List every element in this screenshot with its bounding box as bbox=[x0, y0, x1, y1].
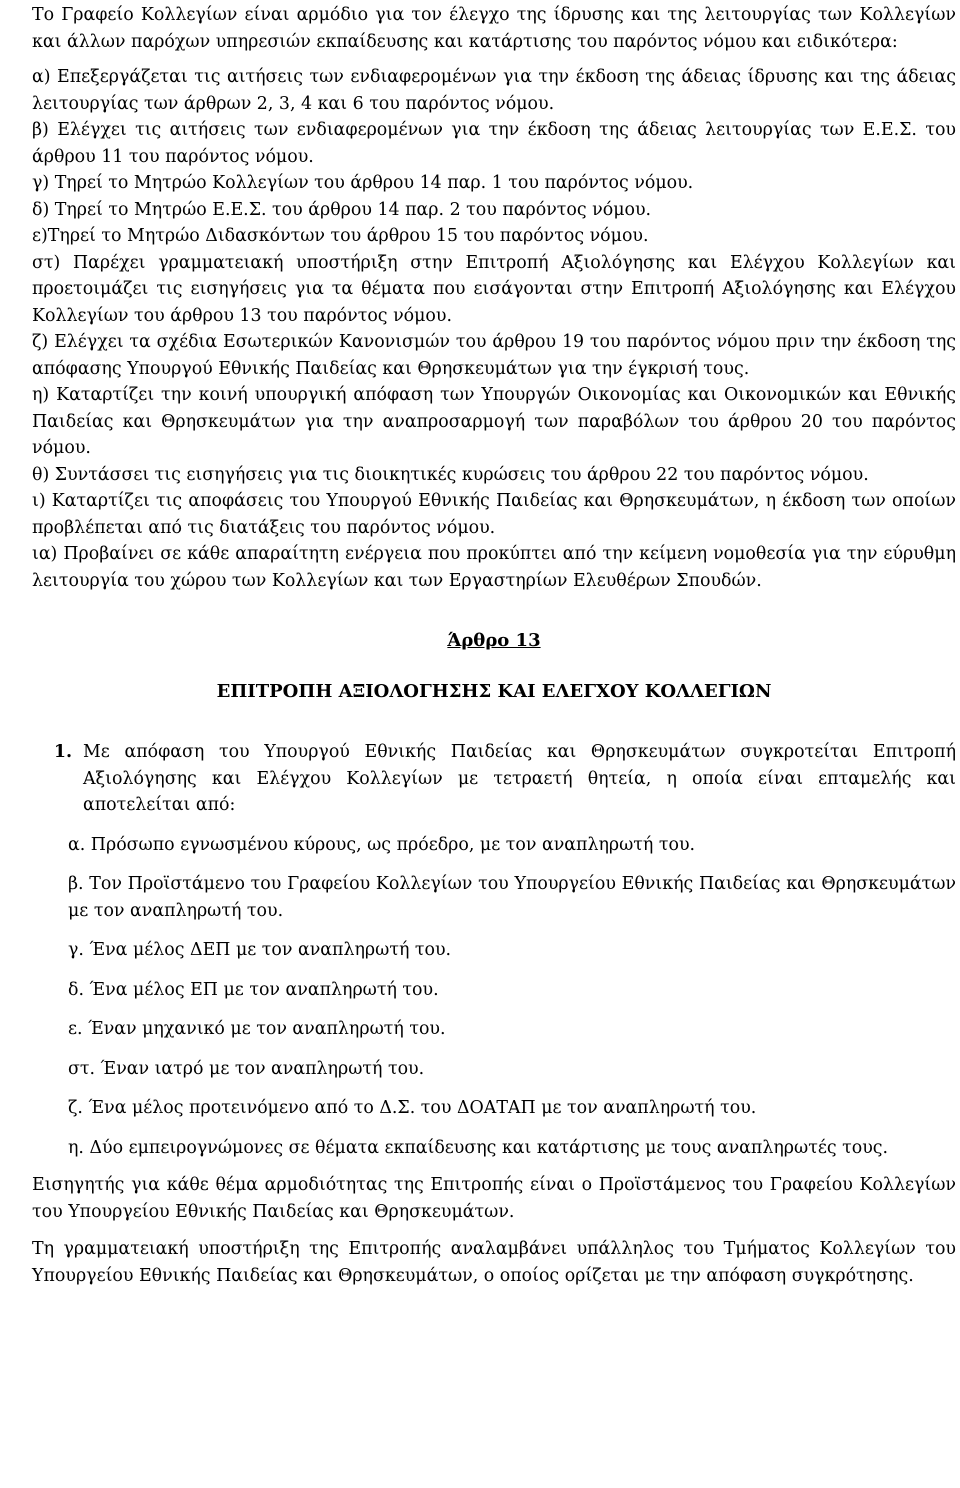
closing-paragraph-rapporteur: Εισηγητής για κάθε θέμα αρμοδιότητας της Επιτροπής είναι ο Προϊστάμενος του Γραφείου Κολλεγίων του Υπουργείου Εθνικής Παιδείας και Θρησκευμάτων. bbox=[32, 1175, 956, 1222]
duty-item-z: ζ) Ελέγχει τα σχέδια Εσωτερικών Κανονισμών του άρθρου 19 του παρόντος νόμου πριν την έκδοση της απόφασης Υπουργού Εθνικής Παιδείας και Θρησκευμάτων για την έγκρισή τους. bbox=[32, 332, 956, 379]
member-item: α. Πρόσωπο εγνωσμένου κύρους, ως πρόεδρο, με τον αναπληρωτή του. bbox=[68, 834, 696, 855]
member-item: δ. Ένα μέλος ΕΠ με τον αναπληρωτή του. bbox=[68, 979, 439, 1000]
duty-item-ia: ια) Προβαίνει σε κάθε απαραίτητη ενέργεια που προκύπτει από την κείμενη νομοθεσία για την εύρυθμη λειτουργία του χώρου των Κολλεγίων και των Εργαστηρίων Ελευθέρων Σπουδών. bbox=[32, 544, 956, 591]
paragraph-number: 1. bbox=[53, 742, 72, 762]
duty-item-b: β) Ελέγχει τις αιτήσεις των ενδιαφερομένων για την έκδοση της άδειας λειτουργίας των Ε.Ε.Σ. του άρθρου 11 του παρόντος νόμου. bbox=[32, 120, 956, 167]
member-item: ε. Έναν μηχανικό με τον αναπληρωτή του. bbox=[68, 1019, 446, 1039]
member-item: ζ. Ένα μέλος προτεινόμενο από το Δ.Σ. του ΔΟΑΤΑΠ με τον αναπληρωτή του. bbox=[68, 1098, 757, 1118]
duty-item-e: ε)Τηρεί το Μητρώο Διδασκόντων του άρθρου 15 του παρόντος νόμου. bbox=[32, 226, 649, 246]
duty-item-i: ι) Καταρτίζει τις αποφάσεις του Υπουργού Εθνικής Παιδείας και Θρησκευμάτων, η έκδοση των οποίων προβλέπεται από τις διατάξεις του παρόντος νόμου. bbox=[32, 491, 956, 538]
members-list bbox=[68, 832, 956, 1162]
member-item: η. Δύο εμπειρογνώμονες σε θέματα εκπαίδευσης και κατάρτισης με τους αναπληρωτές τους. bbox=[68, 1137, 889, 1158]
duty-item-th: θ) Συντάσσει τις εισηγήσεις για τις διοικητικές κυρώσεις του άρθρου 22 του παρόντος νόμου. bbox=[32, 464, 869, 485]
paragraph-text: Με απόφαση του Υπουργού Εθνικής Παιδείας και Θρησκευμάτων συγκροτείται Επιτροπή Αξιολόγησης και Ελέγχου Κολλεγίων με τετραετή θητεία, η οποία είναι επταμελής και αποτελείται από: bbox=[83, 742, 956, 815]
duty-item-st: στ) Παρέχει γραμματειακή υποστήριξη στην Επιτροπή Αξιολόγησης και Ελέγχου Κολλεγίων και προετοιμάζει τις εισηγήσεις για τα θέματα που εισάγονται στην Επιτροπή Αξιολόγησης και Ελέγχου Κολλεγίων του άρθρου 13 του παρόντος νόμου. bbox=[32, 252, 956, 326]
duty-item-h: η) Καταρτίζει την κοινή υπουργική απόφαση των Υπουργών Οικονομίας και Οικονομικών και Εθνικής Παιδείας και Θρησκευμάτων για την αναπροσαρμογή των παραβόλων του άρθρου 20 του παρόντος νόμου. bbox=[32, 385, 956, 458]
article-paragraph-1 bbox=[32, 739, 956, 819]
member-item: β. Τον Προϊστάμενο του Γραφείου Κολλεγίων του Υπουργείου Εθνικής Παιδείας και Θρησκευμάτων με τον αναπληρωτή του. bbox=[68, 874, 956, 921]
duty-item-a: α) Επεξεργάζεται τις αιτήσεις των ενδιαφερομένων για την έκδοση της άδειας ίδρυσης και της άδειας λειτουργίας των άρθρων 2, 3, 4 και 6 του παρόντος νόμου. bbox=[32, 67, 956, 114]
document-page bbox=[32, 2, 956, 1289]
duty-item-c: γ) Τηρεί το Μητρώο Κολλεγίων του άρθρου 14 παρ. 1 του παρόντος νόμου. bbox=[32, 173, 694, 193]
article-subtitle: ΕΠΙΤΡΟΠΗ ΑΞΙΟΛΟΓΗΣΗΣ ΚΑΙ ΕΛΕΓΧΟΥ ΚΟΛΛΕΓΙΩΝ bbox=[216, 680, 772, 702]
member-item: γ. Ένα μέλος ΔΕΠ με τον αναπληρωτή του. bbox=[68, 940, 452, 960]
spacer bbox=[32, 55, 956, 64]
intro-paragraph: Το Γραφείο Κολλεγίων είναι αρμόδιο για τον έλεγχο της ίδρυσης και της λειτουργίας των Κολλεγίων και άλλων παρόχων υπηρεσιών εκπαίδευσης και κατάρτισης του παρόντος νόμου και ειδικότερα: bbox=[32, 5, 956, 52]
article-title: Άρθρο 13 bbox=[447, 630, 541, 651]
member-item: στ. Έναν ιατρό με τον αναπληρωτή του. bbox=[68, 1058, 425, 1079]
duty-item-d: δ) Τηρεί το Μητρώο Ε.Ε.Σ. του άρθρου 14 παρ. 2 του παρόντος νόμου. bbox=[32, 199, 652, 220]
closing-paragraph-secretariat: Τη γραμματειακή υποστήριξη της Επιτροπής αναλαμβάνει υπάλληλος του Τμήματος Κολλεγίων του Υπουργείου Εθνικής Παιδείας και Θρησκευμάτων, ο οποίος ορίζεται με την απόφαση συγκρότησης. bbox=[32, 1239, 956, 1286]
